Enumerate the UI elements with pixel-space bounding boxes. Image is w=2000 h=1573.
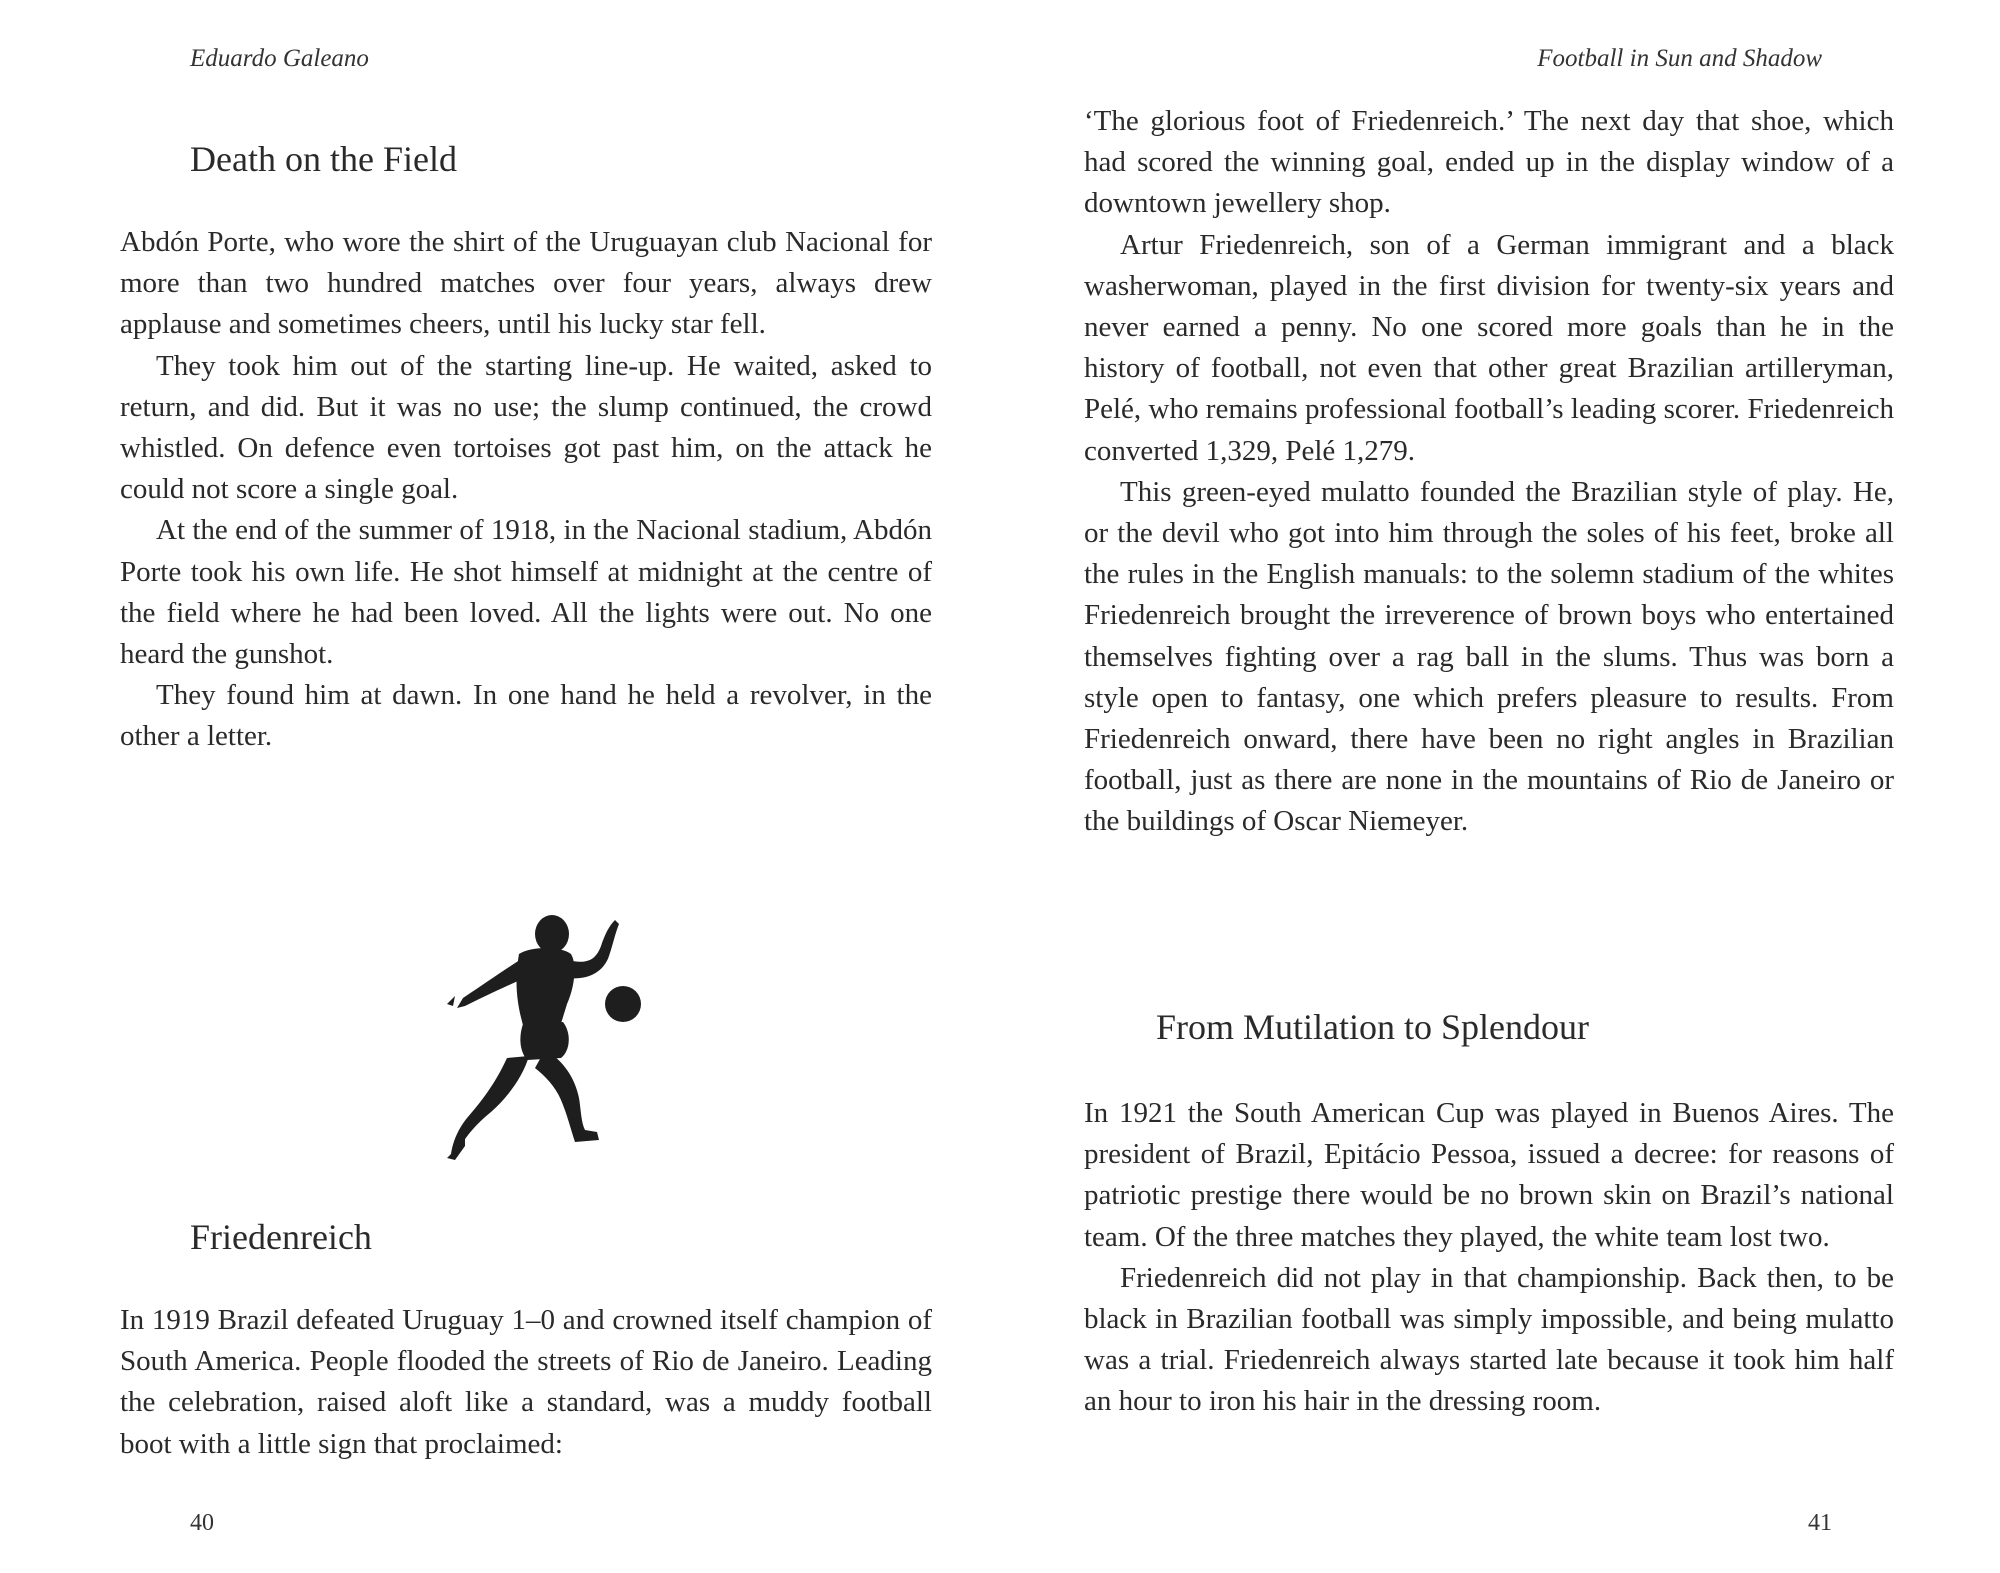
continued-text-friedenreich	[1084, 101, 1894, 843]
paragraph: In 1921 the South American Cup was played in Buenos Aires. The president of Brazil, Epitácio Pessoa, issued a decree: for reasons of patriotic prestige there would be no brown skin on Brazil’s national team. Of the three matches they played, the white team lost two.	[1084, 1097, 1894, 1253]
paragraph: Artur Friedenreich, son of a German immigrant and a black washerwoman, played in the first division for twenty-six years and never earned a penny. No one scored more goals than he in the history of football, not even that other great Brazilian artilleryman, Pelé, who remains professional football’s leading scorer. Friedenreich converted 1,329, Pelé 1,279.	[1084, 228, 1894, 467]
footballer-silhouette-icon	[395, 908, 655, 1168]
running-head-author: Eduardo Galeano	[190, 45, 369, 72]
paragraph: At the end of the summer of 1918, in the Nacional stadium, Abdón Porte took his own life. He shot himself at midnight at the centre of the field where he had been loved. All the lights were out. No one heard the gunshot.	[120, 514, 932, 671]
section-title-death-on-the-field: Death on the Field	[190, 139, 457, 179]
paragraph: They found him at dawn. In one hand he held a revolver, in the other a letter.	[120, 679, 932, 753]
paragraph: In 1919 Brazil defeated Uruguay 1–0 and crowned itself champion of South America. People flooded the streets of Rio de Janeiro. Leading the celebration, raised aloft like a standard, was a muddy football boot with a little sign that proclaimed:	[120, 1304, 932, 1460]
section-body-friedenreich	[120, 1300, 932, 1465]
running-head-title: Football in Sun and Shadow	[1537, 45, 1822, 72]
paragraph: ‘The glorious foot of Friedenreich.’ The next day that shoe, which had scored the winning goal, ended up in the display window of a downtown jewellery shop.	[1084, 105, 1894, 220]
paragraph: This green-eyed mulatto founded the Brazilian style of play. He, or the devil who got into him through the soles of his feet, broke all the rules in the English manuals: to the solemn stadium of the whites Friedenreich brought the irreverence of brown boys who entertained themselves fighting over a rag ball in the slums. Thus was born a style open to fantasy, one which prefers pleasure to results. From Friedenreich onward, there have been no right angles in Brazilian football, just as there are none in the mountains of Rio de Janeiro or the buildings of Oscar Niemeyer.	[1084, 475, 1894, 838]
paragraph: They took him out of the starting line-up. He waited, asked to return, and did. But it was no use; the slump continued, the crowd whistled. On defence even tortoises got past him, on the attack he could not score a single goal.	[120, 349, 932, 506]
section-body-death-on-the-field	[120, 222, 932, 758]
paragraph: Friedenreich did not play in that championship. Back then, to be black in Brazilian football was simply impossible, and being mulatto was a trial. Friedenreich always started late because it took him half an hour to iron his hair in the dressing room.	[1084, 1261, 1894, 1418]
section-title-from-mutilation-to-splendour: From Mutilation to Splendour	[1156, 1007, 1590, 1047]
section-title-friedenreich: Friedenreich	[190, 1217, 372, 1257]
paragraph: Abdón Porte, who wore the shirt of the Uruguayan club Nacional for more than two hundred matches over four years, always drew applause and sometimes cheers, until his lucky star fell.	[120, 226, 932, 341]
page-number: 41	[1808, 1510, 1832, 1536]
section-body-from-mutilation-to-splendour	[1084, 1093, 1894, 1423]
page-number: 40	[190, 1510, 214, 1536]
right-page	[1000, 0, 2000, 1573]
